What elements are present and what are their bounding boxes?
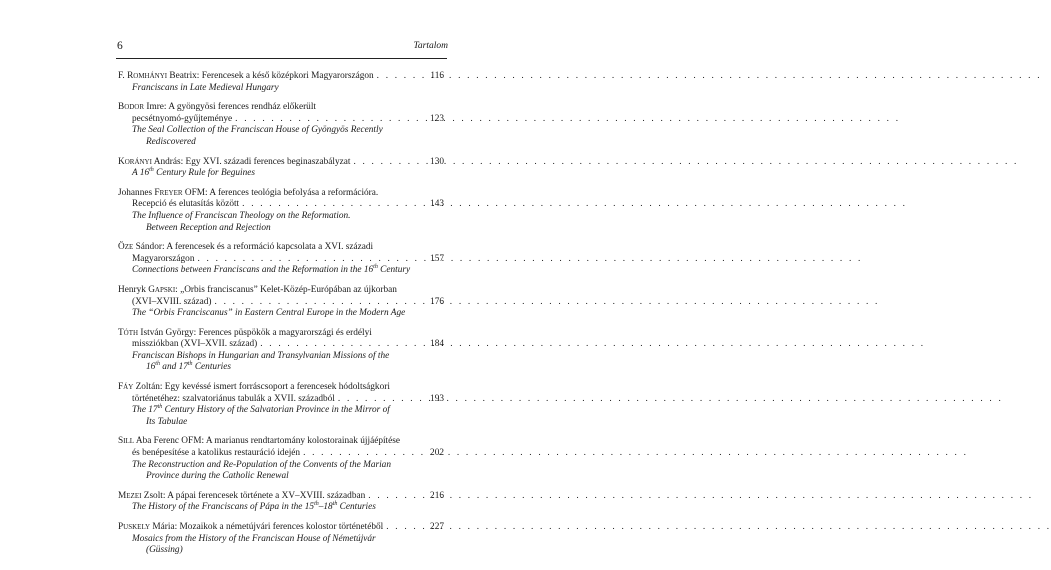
toc-leader-dots [197, 254, 423, 266]
toc-english-title: Between Reception and Rejection [146, 222, 271, 233]
running-title: Tartalom [413, 41, 448, 51]
toc-page-number: 184 [430, 339, 444, 350]
toc-page-number: 123 [430, 113, 444, 124]
toc-author: Korányi András: [118, 156, 184, 167]
toc-english-title: Mosaics from the History of the Franciscan House of Németújvár [132, 533, 376, 544]
toc-hu-title: Bodor Imre: A gyöngyösi ferences rendház előkerült [118, 102, 316, 113]
toc-hu-line [118, 199, 444, 211]
toc-hu-line [118, 188, 444, 200]
toc-hu-line [118, 157, 444, 169]
toc-hu-line [118, 297, 444, 309]
toc-hu-title: történetéhez: szalvatoriánus tabulák a XVII. századból [132, 393, 335, 404]
toc-leader-dots [368, 491, 423, 503]
toc-author: Puskely Mária: [118, 522, 178, 532]
toc-english-title: The History of the Franciscans of Pápa in the 15th–18th Centuries [132, 501, 376, 513]
toc-hu-title: Johannes Freyer OFM: A ferences teológia befolyása a reformációra. [118, 187, 379, 198]
toc-english-title: The “Orbis Franciscanus” in Eastern Central Europe in the Modern Age [132, 308, 406, 319]
toc-page-number: 157 [430, 253, 444, 264]
toc-leader-dots [386, 522, 423, 534]
toc-author: Bodor Imre: [118, 102, 167, 113]
toc-entry[interactable] [118, 436, 444, 482]
toc-hu-title: pecsétnyomó-gyűjteménye [132, 113, 233, 124]
toc-author: Henryk Gapski: [118, 284, 178, 295]
toc-hu-title: Korányi András: Egy XVI. századi ferences beginaszabályzat [118, 156, 351, 167]
toc-english-title: (Güssing) [146, 545, 183, 556]
toc-entry[interactable] [118, 157, 444, 180]
toc-entry[interactable] [118, 522, 444, 557]
toc-page-number: 216 [430, 490, 444, 501]
toc-hu-title: és benépesítése a katolikus restauráció idején [132, 448, 301, 459]
toc-page-number: 193 [430, 393, 444, 404]
toc-english-title: A 16th Century Rule for Beguines [132, 167, 256, 179]
toc-english-title: The 17th Century History of the Salvatorian Province in the Mirror of [132, 404, 390, 416]
toc-author: Tóth István György: [118, 327, 197, 338]
toc-english-title: Franciscan Bishops in Hungarian and Transylvanian Missions of the [132, 350, 390, 361]
toc-leader-dots [303, 448, 423, 460]
toc-entry[interactable] [118, 102, 444, 148]
toc-english-title: Connections between Franciscans and the Reformation in the 16th Century [132, 264, 411, 276]
toc-page-number: 130 [430, 156, 444, 167]
toc-leader-dots [242, 199, 423, 211]
toc-english-title: 16th and 17th Centuries [146, 361, 232, 373]
toc-leader-dots [215, 297, 423, 309]
toc-page-number: 176 [430, 296, 444, 307]
toc-page-number: 143 [430, 199, 444, 210]
toc-entry[interactable] [118, 328, 444, 374]
toc-leader-dots [235, 114, 423, 126]
toc-hu-line [118, 522, 444, 534]
toc-hu-line [118, 71, 444, 83]
toc-hu-line [118, 102, 444, 114]
toc-hu-line [118, 436, 444, 448]
toc-english-title: Rediscovered [146, 136, 196, 147]
toc-hu-line [118, 339, 444, 351]
toc-leader-dots [377, 71, 423, 83]
toc-author: Johannes Freyer OFM: [118, 187, 208, 198]
toc-author: Sill Aba Ferenc OFM: [118, 436, 205, 447]
toc-entry[interactable] [118, 491, 444, 514]
toc-hu-title: (XVI–XVIII. század) [132, 296, 212, 307]
toc-hu-title: Henryk Gapski: „Orbis franciscanus” Kelet-Közép-Európában az újkorban [118, 284, 397, 295]
toc-english-title: The Influence of Franciscan Theology on the Reformation. [132, 210, 351, 221]
toc-entry[interactable] [118, 71, 444, 94]
toc-leader-dots [338, 394, 423, 406]
toc-english-title: Franciscans in Late Medieval Hungary [132, 82, 279, 93]
toc-hu-title: Recepció és elutasítás között [132, 199, 240, 210]
toc-hu-line [118, 328, 444, 340]
toc-page-number: 227 [430, 522, 444, 532]
toc-hu-title: Sill Aba Ferenc OFM: A marianus rendtartomány kolostorainak újjáépítése [118, 436, 401, 447]
toc-author: Mezei Zsolt: [118, 490, 166, 501]
toc-hu-line [118, 394, 444, 406]
toc-author: F. Romhányi Beatrix: [118, 71, 200, 81]
toc-english-title: The Seal Collection of the Franciscan House of Gyöngyös Recently [132, 125, 383, 136]
toc-leader-dots [353, 157, 423, 169]
toc-english-title: Its Tabulae [146, 416, 188, 427]
toc-hu-line [118, 114, 444, 126]
table-of-contents [118, 71, 444, 565]
toc-author: Fáy Zoltán: [118, 382, 163, 393]
toc-english-title: The Reconstruction and Re-Population of the Convents of the Marian [132, 459, 391, 470]
toc-page-number: 202 [430, 448, 444, 459]
toc-hu-line [118, 382, 444, 394]
page-number: 6 [117, 40, 123, 52]
toc-hu-line [118, 242, 444, 254]
toc-hu-title: Magyarországon [132, 253, 195, 264]
toc-hu-line [118, 491, 444, 503]
header-rule [116, 58, 447, 59]
toc-entry[interactable] [118, 285, 444, 320]
toc-hu-title: Fáy Zoltán: Egy kevéssé ismert forráscsoport a ferencesek hódoltságkori [118, 382, 390, 393]
toc-hu-title: missziókban (XVI–XVII. század) [132, 339, 258, 350]
toc-hu-title: Öze Sándor: A ferencesek és a reformáció kapcsolata a XVI. századi [118, 242, 374, 253]
toc-hu-line [118, 448, 444, 460]
toc-author: Öze Sándor: [118, 242, 165, 253]
toc-hu-title: Puskely Mária: Mozaikok a németújvári ferences kolostor történetéből [118, 522, 384, 532]
toc-entry[interactable] [118, 242, 444, 277]
toc-hu-line [118, 254, 444, 266]
toc-hu-line [118, 285, 444, 297]
toc-hu-title: F. Romhányi Beatrix: Ferencesek a késő középkori Magyarországon [118, 71, 374, 81]
toc-leader-dots [260, 339, 423, 351]
toc-hu-title: Tóth István György: Ferences püspökök a magyarországi és erdélyi [118, 327, 372, 338]
toc-hu-title: Mezei Zsolt: A pápai ferencesek története a XV–XVIII. században [118, 490, 366, 501]
toc-english-title: Province during the Catholic Renewal [146, 471, 289, 482]
toc-entry[interactable] [118, 382, 444, 428]
toc-page-number: 116 [430, 71, 444, 81]
toc-entry[interactable] [118, 188, 444, 234]
